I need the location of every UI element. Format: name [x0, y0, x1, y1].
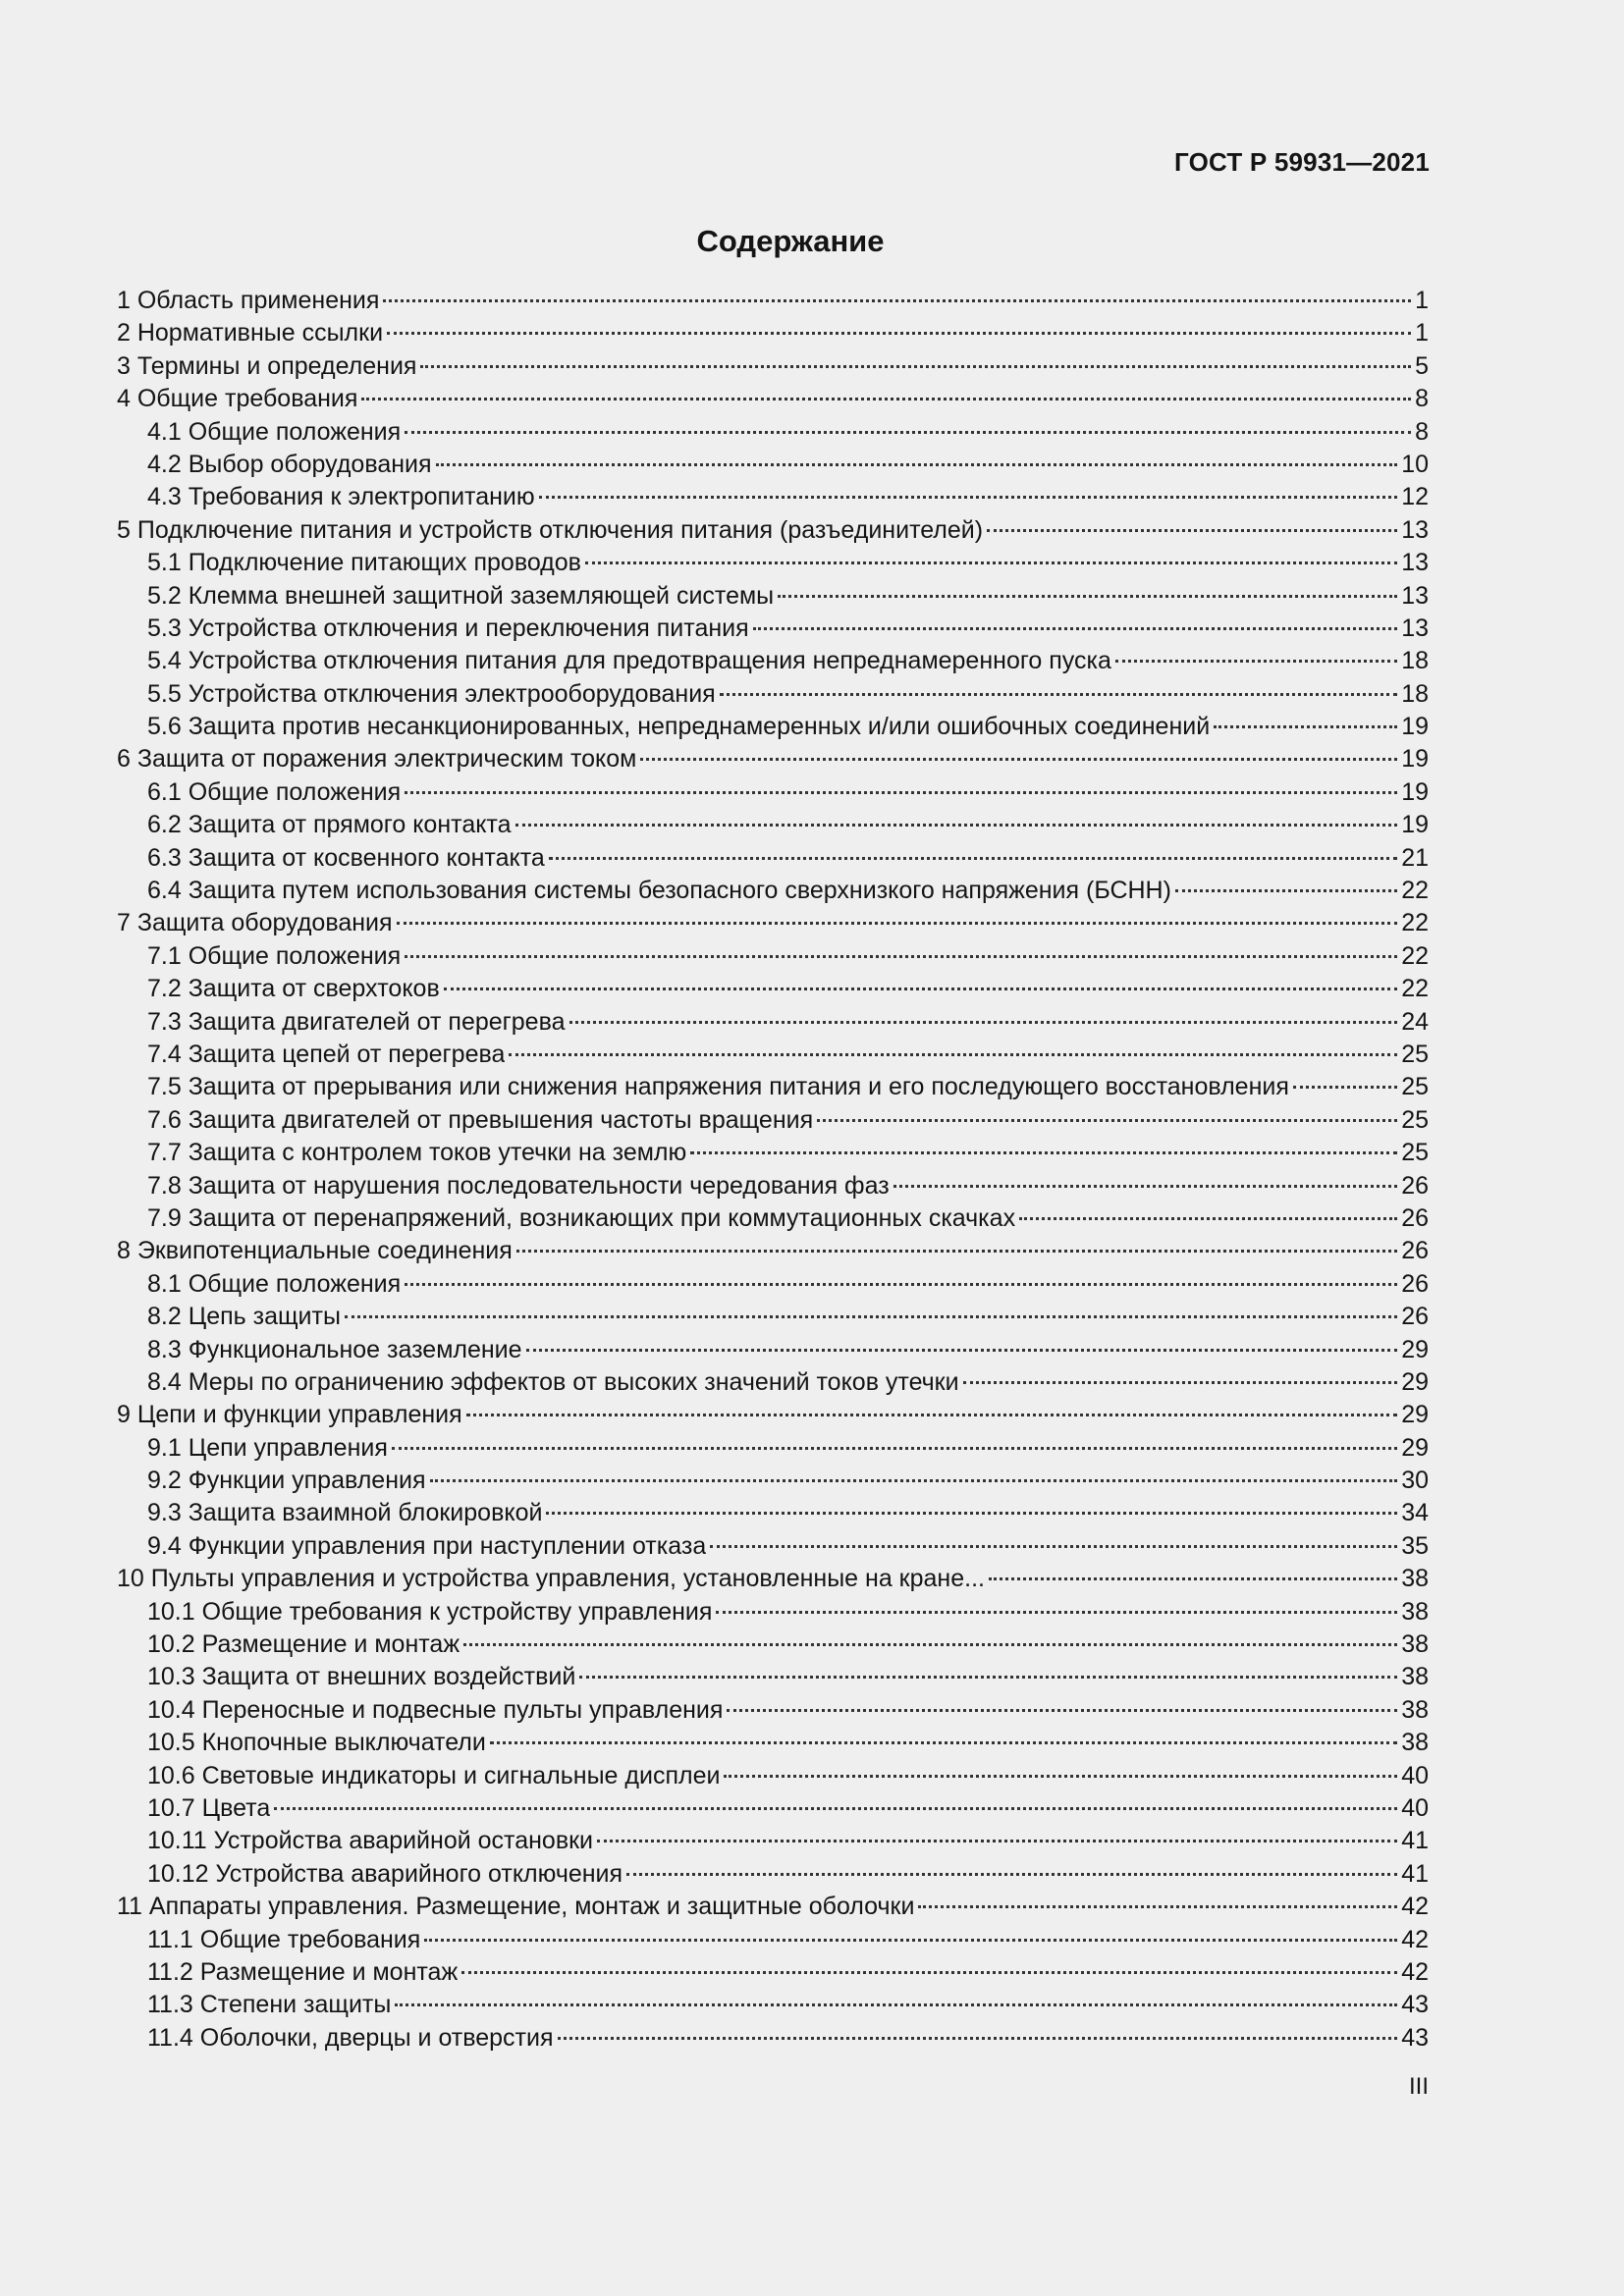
toc-dot-leader: [274, 1807, 1397, 1810]
toc-entry-label: 10.6 Световые индикаторы и сигнальные дисплеи: [147, 1761, 721, 1789]
toc-entry-label: 10.5 Кнопочные выключатели: [147, 1729, 486, 1757]
toc-entry-label: 7.7 Защита с контролем токов утечки на землю: [147, 1139, 687, 1167]
toc-entry-page: 38: [1401, 1695, 1429, 1724]
toc-entry-label: 8.2 Цепь защиты: [147, 1303, 341, 1331]
toc-entry-page: 26: [1401, 1171, 1429, 1200]
toc-dot-leader: [1175, 889, 1397, 892]
toc-dot-leader: [585, 561, 1397, 564]
toc-dot-leader: [724, 1775, 1397, 1778]
toc-dot-leader: [989, 1577, 1397, 1580]
toc-entry-label: 7.2 Защита от сверхтоков: [147, 975, 440, 1003]
toc-entry-label: 5.1 Подключение питающих проводов: [147, 549, 581, 577]
toc-entry-label: 8.1 Общие положения: [147, 1269, 402, 1298]
toc-entry-label: 7.5 Защита от прерывания или снижения напряжения питания и его последующего восстановления: [147, 1073, 1289, 1101]
toc-entry-label: 11.2 Размещение и монтаж: [147, 1957, 459, 1986]
toc-entry-label: 11.3 Степени защиты: [147, 1991, 392, 2019]
toc-entry-label: 8.3 Функциональное заземление: [147, 1335, 522, 1363]
toc-entry-page: 10: [1401, 450, 1429, 478]
toc-entry[interactable]: [117, 645, 1429, 677]
toc-entry[interactable]: [117, 1104, 1429, 1137]
toc-entry-page: 25: [1401, 1040, 1429, 1068]
toc-entry-page: 40: [1401, 1793, 1429, 1822]
toc-dot-leader: [1293, 1086, 1397, 1089]
toc-dot-leader: [753, 627, 1398, 630]
toc-entry-label: 5.6 Защита против несанкционированных, непреднамеренных и/или ошибочных соединений: [147, 713, 1211, 741]
toc-entry-label: 9.4 Функции управления при наступлении отказа: [147, 1531, 707, 1560]
toc-entry[interactable]: [117, 350, 1429, 383]
toc-entry-label: 7.8 Защита от нарушения последовательности чередования фаз: [147, 1171, 890, 1200]
toc-entry-label: 9.1 Цепи управления: [147, 1433, 388, 1462]
toc-dot-leader: [817, 1119, 1397, 1122]
toc-entry-page: 26: [1401, 1203, 1429, 1232]
toc-entry-page: 35: [1401, 1531, 1429, 1560]
toc-entry[interactable]: [117, 1465, 1429, 1497]
toc-entry-label: 10 Пульты управления и устройства управления, установленные на кране...: [117, 1565, 985, 1593]
toc-dot-leader: [716, 1611, 1397, 1614]
toc-entry-page: 38: [1401, 1597, 1429, 1626]
toc-dot-leader: [405, 1283, 1397, 1286]
toc-entry[interactable]: [117, 809, 1429, 841]
toc-entry-label: 4.3 Требования к электропитанию: [147, 483, 535, 511]
toc-entry-page: 19: [1401, 811, 1429, 839]
toc-entry[interactable]: [117, 907, 1429, 939]
toc-entry-label: 9.2 Функции управления: [147, 1467, 426, 1495]
toc-entry-page: 19: [1401, 713, 1429, 741]
toc-entry-label: 7.1 Общие положения: [147, 941, 402, 970]
toc-entry[interactable]: [117, 1366, 1429, 1399]
toc-entry-label: 7.4 Защита цепей от перегрева: [147, 1040, 506, 1068]
toc-title: Содержание: [696, 224, 885, 258]
toc-entry-label: 5.5 Устройства отключения электрооборудования: [147, 679, 716, 708]
toc-entry-page: 40: [1401, 1761, 1429, 1789]
toc-dot-leader: [690, 1151, 1397, 1154]
toc-entry[interactable]: [117, 973, 1429, 1005]
toc-entry-page: 26: [1401, 1269, 1429, 1298]
toc-dot-leader: [918, 1905, 1397, 1908]
toc-entry-label: 10.3 Защита от внешних воздействий: [147, 1663, 576, 1691]
toc-entry-page: 43: [1401, 1991, 1429, 2019]
toc-entry[interactable]: [117, 1399, 1429, 1431]
toc-dot-leader: [430, 1479, 1398, 1482]
toc-entry[interactable]: [117, 317, 1429, 349]
toc-entry[interactable]: [117, 1170, 1429, 1202]
toc-entry-label: 11.4 Оболочки, дверцы и отверстия: [147, 2023, 554, 2052]
toc-entry-page: 1: [1415, 319, 1429, 347]
toc-entry-page: 1: [1415, 287, 1429, 314]
toc-dot-leader: [963, 1381, 1398, 1384]
toc-dot-leader: [490, 1741, 1397, 1744]
toc-entry-page: 13: [1401, 581, 1429, 610]
toc-entry[interactable]: [117, 1629, 1429, 1661]
toc-dot-leader: [597, 1840, 1397, 1842]
toc-entry[interactable]: [117, 678, 1429, 711]
toc-entry[interactable]: [117, 842, 1429, 875]
toc-entry[interactable]: [117, 1006, 1429, 1039]
toc-entry-page: 42: [1401, 1893, 1429, 1921]
toc-dot-leader: [405, 431, 1411, 434]
toc-entry-page: 5: [1415, 351, 1429, 380]
toc-entry[interactable]: [117, 613, 1429, 645]
toc-entry-page: 8: [1415, 385, 1429, 413]
table-of-contents: [117, 285, 1429, 2055]
toc-entry-page: 29: [1401, 1401, 1429, 1429]
toc-entry[interactable]: [117, 1792, 1429, 1825]
toc-entry[interactable]: [117, 1989, 1429, 2021]
toc-dot-leader: [569, 1021, 1398, 1024]
toc-entry[interactable]: [117, 285, 1429, 317]
page-number: III: [1408, 2073, 1429, 2100]
toc-entry[interactable]: [117, 580, 1429, 613]
toc-entry-label: 5.2 Клемма внешней защитной заземляющей системы: [147, 581, 775, 610]
toc-dot-leader: [1115, 660, 1397, 663]
toc-entry-page: 42: [1401, 1925, 1429, 1953]
toc-dot-leader: [395, 2003, 1397, 2006]
toc-entry[interactable]: [117, 481, 1429, 513]
toc-entry-page: 26: [1401, 1303, 1429, 1331]
toc-entry[interactable]: [117, 743, 1429, 775]
toc-dot-leader: [461, 1971, 1397, 1974]
toc-entry[interactable]: [117, 547, 1429, 579]
toc-entry[interactable]: [117, 1727, 1429, 1759]
toc-entry-label: 9 Цепи и функции управления: [117, 1401, 462, 1429]
toc-entry-page: 38: [1401, 1663, 1429, 1691]
toc-entry[interactable]: [117, 776, 1429, 809]
toc-dot-leader: [778, 595, 1397, 598]
toc-dot-leader: [558, 2037, 1398, 2040]
toc-entry-label: 11 Аппараты управления. Размещение, монтаж и защитные оболочки: [117, 1893, 915, 1921]
toc-entry-page: 25: [1401, 1105, 1429, 1134]
toc-entry-page: 25: [1401, 1139, 1429, 1167]
toc-entry-page: 26: [1401, 1237, 1429, 1265]
toc-entry[interactable]: [117, 1825, 1429, 1857]
toc-dot-leader: [539, 496, 1398, 499]
toc-entry[interactable]: [117, 1137, 1429, 1169]
toc-entry[interactable]: [117, 416, 1429, 449]
toc-dot-leader: [424, 1939, 1397, 1942]
toc-entry[interactable]: [117, 1661, 1429, 1693]
toc-entry-label: 5.3 Устройства отключения и переключения питания: [147, 614, 749, 642]
toc-dot-leader: [987, 529, 1397, 532]
toc-entry[interactable]: [117, 1071, 1429, 1103]
toc-entry-page: 19: [1401, 777, 1429, 806]
toc-entry[interactable]: [117, 1924, 1429, 1956]
toc-entry-label: 10.1 Общие требования к устройству управления: [147, 1597, 713, 1626]
toc-entry-page: 29: [1401, 1367, 1429, 1396]
toc-entry-page: 22: [1401, 877, 1429, 905]
toc-entry[interactable]: [117, 1039, 1429, 1071]
toc-entry[interactable]: [117, 449, 1429, 481]
toc-dot-leader: [392, 1447, 1397, 1450]
toc-entry-page: 41: [1401, 1859, 1429, 1888]
toc-entry[interactable]: [117, 1858, 1429, 1891]
toc-entry-page: 43: [1401, 2023, 1429, 2052]
toc-entry[interactable]: [117, 514, 1429, 547]
toc-entry-label: 7 Защита оборудования: [117, 909, 393, 937]
toc-dot-leader: [710, 1545, 1397, 1548]
toc-dot-leader: [546, 1512, 1397, 1515]
toc-entry-label: 10.4 Переносные и подвесные пульты управления: [147, 1695, 724, 1724]
toc-entry-page: 42: [1401, 1957, 1429, 1986]
toc-dot-leader: [1019, 1217, 1397, 1220]
toc-entry-label: 6.4 Защита путем использования системы безопасного сверхнизкого напряжения (БСНН): [147, 877, 1171, 905]
toc-dot-leader: [579, 1676, 1397, 1679]
toc-entry-page: 19: [1401, 745, 1429, 774]
toc-entry[interactable]: [117, 1563, 1429, 1595]
toc-entry-label: 9.3 Защита взаимной блокировкой: [147, 1499, 543, 1527]
toc-dot-leader: [893, 1185, 1397, 1188]
toc-entry[interactable]: [117, 875, 1429, 907]
toc-entry[interactable]: [117, 1891, 1429, 1923]
toc-entry-page: 18: [1401, 679, 1429, 708]
toc-entry[interactable]: [117, 1432, 1429, 1465]
toc-entry-label: 6.2 Защита от прямого контакта: [147, 811, 512, 839]
toc-entry-label: 7.3 Защита двигателей от перегрева: [147, 1007, 566, 1036]
toc-entry-label: 4 Общие требования: [117, 385, 358, 413]
toc-entry-page: 13: [1401, 614, 1429, 642]
toc-dot-leader: [345, 1315, 1397, 1318]
toc-entry-label: 6.1 Общие положения: [147, 777, 402, 806]
toc-entry[interactable]: [117, 1530, 1429, 1563]
toc-entry[interactable]: [117, 1694, 1429, 1727]
toc-entry-label: 6.3 Защита от косвенного контакта: [147, 843, 545, 872]
toc-entry-page: 29: [1401, 1433, 1429, 1462]
toc-dot-leader: [640, 758, 1397, 761]
toc-dot-leader: [549, 857, 1397, 860]
toc-entry-label: 8.4 Меры по ограничению эффектов от высоких значений токов утечки: [147, 1367, 959, 1396]
toc-entry[interactable]: [117, 1202, 1429, 1235]
toc-entry-page: 22: [1401, 941, 1429, 970]
toc-dot-leader: [436, 463, 1398, 466]
toc-dot-leader: [361, 398, 1411, 400]
toc-entry-label: 11.1 Общие требования: [147, 1925, 421, 1953]
toc-dot-leader: [383, 299, 1411, 302]
toc-entry-page: 24: [1401, 1007, 1429, 1036]
toc-entry-label: 10.7 Цвета: [147, 1793, 271, 1822]
toc-dot-leader: [463, 1643, 1397, 1646]
toc-entry-label: 10.2 Размещение и монтаж: [147, 1630, 460, 1659]
document-code: ГОСТ Р 59931—2021: [1174, 147, 1430, 177]
toc-entry[interactable]: [117, 1301, 1429, 1333]
toc-entry-page: 18: [1401, 647, 1429, 675]
toc-entry-page: 38: [1401, 1729, 1429, 1757]
toc-dot-leader: [405, 791, 1397, 794]
toc-entry-label: 7.6 Защита двигателей от превышения частоты вращения: [147, 1105, 814, 1134]
toc-entry-label: 5.4 Устройства отключения питания для предотвращения непреднамеренного пуска: [147, 647, 1111, 675]
toc-entry-label: 1 Область применения: [117, 287, 380, 314]
toc-entry-page: 41: [1401, 1827, 1429, 1855]
toc-dot-leader: [466, 1414, 1398, 1416]
toc-dot-leader: [405, 955, 1397, 958]
toc-entry[interactable]: [117, 1497, 1429, 1529]
toc-dot-leader: [420, 365, 1411, 368]
toc-entry-page: 8: [1415, 417, 1429, 446]
toc-dot-leader: [720, 693, 1397, 696]
toc-entry-page: 38: [1401, 1630, 1429, 1659]
toc-entry-label: 6 Защита от поражения электрическим током: [117, 745, 637, 774]
toc-entry[interactable]: [117, 1760, 1429, 1792]
toc-entry-label: 5 Подключение питания и устройств отключения питания (разъединителей): [117, 515, 984, 544]
toc-entry-page: 12: [1401, 483, 1429, 511]
toc-entry-page: 22: [1401, 975, 1429, 1003]
toc-dot-leader: [509, 1053, 1397, 1056]
toc-entry-label: 10.11 Устройства аварийной остановки: [147, 1827, 594, 1855]
toc-dot-leader: [387, 332, 1411, 335]
toc-dot-leader: [626, 1873, 1397, 1876]
toc-entry-page: 13: [1401, 549, 1429, 577]
toc-entry-page: 38: [1401, 1565, 1429, 1593]
toc-entry-page: 25: [1401, 1073, 1429, 1101]
toc-dot-leader: [444, 988, 1397, 990]
toc-dot-leader: [397, 922, 1398, 925]
toc-entry-page: 30: [1401, 1467, 1429, 1495]
toc-entry-page: 22: [1401, 909, 1429, 937]
toc-dot-leader: [727, 1709, 1397, 1712]
toc-entry[interactable]: [117, 1956, 1429, 1989]
toc-entry-label: 3 Термины и определения: [117, 351, 417, 380]
toc-entry-label: 4.1 Общие положения: [147, 417, 402, 446]
toc-dot-leader: [1214, 725, 1397, 728]
toc-entry[interactable]: [117, 711, 1429, 743]
toc-entry[interactable]: [117, 2022, 1429, 2055]
toc-entry-label: 4.2 Выбор оборудования: [147, 450, 432, 478]
toc-entry-page: 21: [1401, 843, 1429, 872]
toc-dot-leader: [526, 1349, 1398, 1352]
toc-entry[interactable]: [117, 940, 1429, 973]
toc-entry-label: 2 Нормативные ссылки: [117, 319, 384, 347]
toc-entry-label: 8 Эквипотенциальные соединения: [117, 1237, 513, 1265]
toc-entry-label: 7.9 Защита от перенапряжений, возникающих при коммутационных скачках: [147, 1203, 1016, 1232]
toc-dot-leader: [515, 824, 1398, 827]
toc-entry[interactable]: [117, 1334, 1429, 1366]
toc-entry[interactable]: [117, 1596, 1429, 1629]
toc-entry[interactable]: [117, 1235, 1429, 1267]
toc-entry-label: 10.12 Устройства аварийного отключения: [147, 1859, 623, 1888]
toc-entry-page: 13: [1401, 515, 1429, 544]
toc-entry[interactable]: [117, 1268, 1429, 1301]
toc-entry-page: 34: [1401, 1499, 1429, 1527]
toc-dot-leader: [516, 1250, 1397, 1253]
toc-entry[interactable]: [117, 383, 1429, 415]
toc-entry-page: 29: [1401, 1335, 1429, 1363]
